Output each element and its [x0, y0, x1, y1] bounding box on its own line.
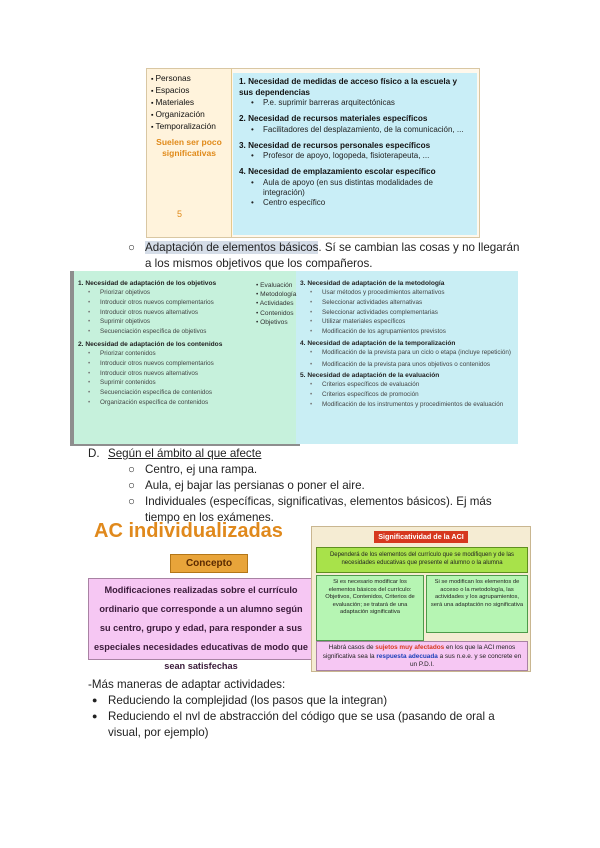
- adaptation-sub: • Modificación de la prevista para un ciclo o etapa (incluye repetición): [300, 349, 514, 358]
- slide1-categories: [151, 73, 216, 133]
- adaptation-sub: • Criterios específicos de promoción: [300, 390, 514, 400]
- element-item: • Objetivos: [256, 318, 288, 326]
- element-item: • Evaluación: [256, 282, 293, 289]
- list-item: Centro, ej una rampa.: [145, 463, 258, 476]
- need-sub: • Profesor de apoyo, logopeda, fisioterapeuta, ...: [239, 151, 471, 161]
- bullet-marker: ○: [128, 463, 136, 476]
- section-letter: D.: [88, 447, 100, 460]
- need-sub: • Centro específico: [239, 198, 471, 208]
- adaptation-sub: • Secuenciación específica de objetivos: [78, 327, 296, 337]
- slide2-elements-list: [256, 281, 300, 327]
- bullet-marker: ●: [92, 711, 98, 721]
- need-title: 2. Necesidad de recursos materiales específicos: [239, 114, 428, 123]
- adaptation-sub: • Criterios específicos de evaluación: [300, 380, 514, 390]
- sig-bottom-box: Habrá casos de sujetos muy afectados en los que la ACI menos significativa sea la respuesta adecuada a sus n.e.e. y se concrete en un P.D.I.: [316, 641, 528, 671]
- adaptation-sub: • Secuenciación específica de contenidos: [78, 388, 296, 398]
- sig-right-box: Si se modifican los elementos de acceso o la metodología, las actividades y los agrupamientos, será una adaptación no significativa: [426, 575, 528, 633]
- list-item: Reduciendo el nvl de abstracción del código que se usa (pasando de oral a visual, por ejemplo): [108, 710, 495, 739]
- adaptation-sub: • Modificación de los instrumentos y procedimientos de evaluación: [300, 400, 514, 410]
- adaptation-sub: • Modificación de los agrupamientos previstos: [300, 327, 514, 337]
- ac-definition: Modificaciones realizadas sobre el currículo ordinario que corresponde a un alumno según su centro, grupo y edad, para responder a sus especiales necesidades educativas de modo que sean satisfechas: [88, 578, 314, 660]
- slide-image-adaptaciones-acceso: [146, 68, 480, 238]
- element-item: • Contenidos: [256, 309, 294, 317]
- adaptation-title: 3. Necesidad de adaptación de la metodología: [300, 280, 445, 287]
- bullet-marker: ●: [92, 695, 98, 705]
- category-item: ▪ Personas: [151, 73, 216, 85]
- element-item: • Metodología: [256, 291, 297, 299]
- paragraph-elementos-basicos: [145, 240, 525, 271]
- slide1-needs-panel: [233, 73, 477, 235]
- slide1-page-number: 5: [177, 209, 183, 219]
- adaptation-sub: • Seleccionar actividades alternativas: [300, 298, 514, 308]
- slide2-right-panel: [296, 271, 518, 444]
- bullet-marker: ○: [128, 479, 136, 492]
- adaptation-sub: • Introducir otros nuevos complementarios: [78, 359, 296, 369]
- category-item: ▪ Materiales: [151, 97, 216, 109]
- category-item: ▪ Temporalización: [151, 121, 216, 133]
- category-item: ▪ Espacios: [151, 85, 216, 97]
- list-item: Aula, ej bajar las persianas o poner el aire.: [145, 479, 365, 492]
- list-item: Individuales (específicas, significativas, elementos básicos). Ej más tiempo en los exámenes.: [145, 495, 492, 524]
- slide1-note: Suelen ser poco significativas: [156, 137, 222, 158]
- adaptation-sub: • Organización específica de contenidos: [78, 398, 296, 408]
- adaptation-title: 2. Necesidad de adaptación de los contenidos: [78, 340, 223, 348]
- list-item: Reduciendo la complejidad (los pasos que la integran): [108, 694, 388, 707]
- adaptation-title: 5. Necesidad de adaptación de la evaluación: [300, 372, 440, 380]
- bullet-marker: ○: [128, 241, 136, 254]
- need-title: 1. Necesidad de medidas de acceso físico a la escuela y sus dependencias: [239, 77, 457, 97]
- need-sub: • Facilitadores del desplazamiento, de la comunicación, ...: [239, 125, 471, 135]
- sig-title: Significatividad de la ACI: [374, 531, 468, 543]
- adaptation-sub: • Introducir otros nuevos alternativos: [78, 308, 296, 318]
- adaptation-sub: • Suprimir objetivos: [78, 317, 296, 327]
- ac-title: AC individualizadas: [94, 520, 283, 542]
- adaptation-sub: • Introducir otros nuevos complementarios: [78, 298, 296, 308]
- concepto-label: Concepto: [170, 554, 248, 573]
- slide1-left-panel: [147, 69, 232, 237]
- adaptation-title: 1. Necesidad de adaptación de los objetivos: [78, 280, 217, 287]
- slide-significatividad: [311, 526, 531, 672]
- paragraph-rest: . Sí se cambian las cosas y no llegarán a los mismos objetivos que los compañeros.: [145, 241, 520, 270]
- need-title: 4. Necesidad de emplazamiento escolar específico: [239, 167, 436, 176]
- sig-left-box: Si es necesario modificar los elementos básicos del currículo: Objetivos, Contenidos, Criterios de evaluación; se tratará de una adaptación significativa: [316, 575, 424, 641]
- adaptation-sub: • Suprimir contenidos: [78, 378, 296, 388]
- category-item: ▪ Organización: [151, 109, 216, 121]
- bullet-marker: ○: [128, 495, 136, 508]
- highlighted-text: Adaptación de elementos básicos: [145, 241, 319, 254]
- adaptation-title: 4. Necesidad de adaptación de la temporalización: [300, 339, 456, 347]
- adaptation-sub: • Introducir otros nuevos alternativos: [78, 369, 296, 379]
- adaptation-sub: • Modificación de la prevista para unos objetivos o contenidos: [300, 360, 514, 370]
- adaptation-sub: • Seleccionar actividades complementarias: [300, 308, 514, 318]
- need-sub: • P.e. suprimir barreras arquitectónicas: [239, 98, 471, 108]
- slide-image-adaptaciones-curriculares: [70, 271, 518, 444]
- adaptation-sub: • Utilizar materiales específicos: [300, 317, 514, 327]
- element-item: • Actividades: [256, 300, 294, 308]
- need-sub: • Aula de apoyo (en sus distintas modalidades de integración): [239, 178, 471, 198]
- adaptation-sub: • Usar métodos y procedimientos alternativos: [300, 288, 514, 298]
- closing-intro: -Más maneras de adaptar actividades:: [88, 678, 286, 691]
- need-title: 3. Necesidad de recursos personales específicos: [239, 140, 431, 150]
- sig-top-box: Dependerá de los elementos del currículo que se modifiquen y de las necesidades educativas que presente el alumno o la alumna: [316, 547, 528, 573]
- adaptation-sub: • Priorizar contenidos: [78, 349, 296, 359]
- section-heading: Según el ámbito al que afecte: [108, 447, 262, 460]
- adaptation-sub: • Priorizar objetivos: [78, 288, 296, 298]
